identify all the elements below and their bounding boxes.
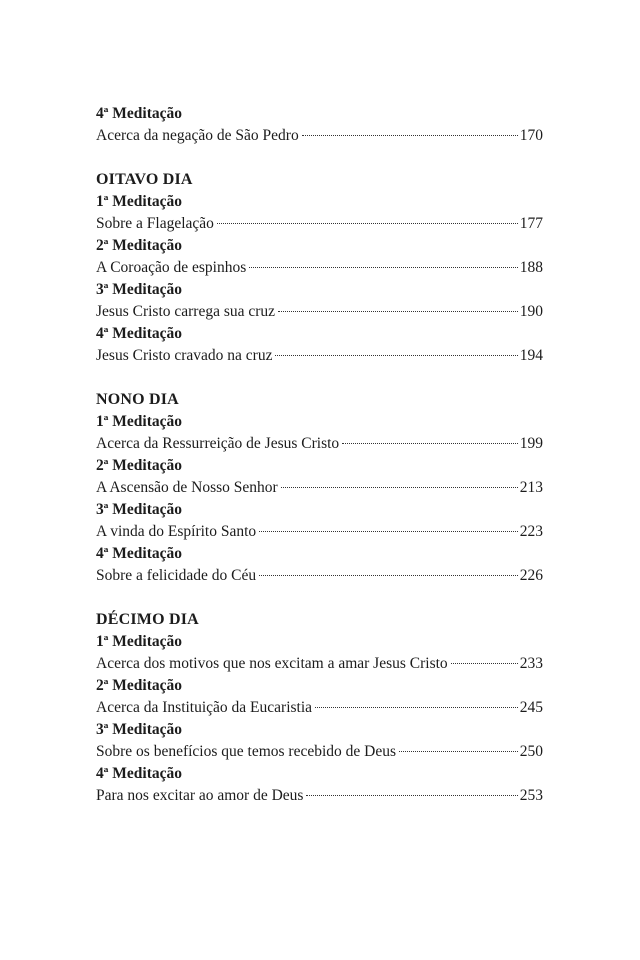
meditation-label: 2ª Meditação — [96, 237, 182, 254]
entry-title: A vinda do Espírito Santo — [96, 523, 257, 540]
meditation-label: 4ª Meditação — [96, 765, 182, 782]
dot-leader — [306, 795, 517, 796]
day-heading: OITAVO DIA — [96, 171, 193, 188]
meditation-label: 3ª Meditação — [96, 281, 182, 298]
dot-leader — [249, 267, 518, 268]
meditation-label: 2ª Meditação — [96, 677, 182, 694]
entry-title: Sobre a Flagelação — [96, 215, 214, 232]
toc-entry — [96, 741, 543, 763]
toc-entry — [96, 697, 543, 719]
toc-entry — [96, 301, 543, 323]
meditation-label: 3ª Meditação — [96, 501, 182, 518]
toc-entry — [96, 477, 543, 499]
meditation-label: 4ª Meditação — [96, 105, 182, 122]
toc-entry — [96, 125, 543, 147]
page-number: 177 — [519, 215, 543, 232]
toc-entry — [96, 433, 543, 455]
dot-leader — [259, 575, 518, 576]
dot-leader — [275, 355, 517, 356]
toc-entry — [96, 213, 543, 235]
entry-title: A Ascensão de Nosso Senhor — [96, 479, 278, 496]
toc-entry — [96, 521, 543, 543]
page-number: 199 — [519, 435, 543, 452]
table-of-contents — [96, 103, 543, 807]
dot-leader — [451, 663, 518, 664]
entry-title: Acerca da Instituição da Eucaristia — [96, 699, 313, 716]
entry-title: Jesus Cristo carrega sua cruz — [96, 303, 276, 320]
toc-section — [96, 169, 543, 367]
meditation-label: 1ª Meditação — [96, 193, 182, 210]
dot-leader — [399, 751, 518, 752]
page-number: 253 — [519, 787, 543, 804]
page-number: 245 — [519, 699, 543, 716]
meditation-label: 1ª Meditação — [96, 633, 182, 650]
toc-entry — [96, 257, 543, 279]
dot-leader — [259, 531, 518, 532]
dot-leader — [302, 135, 518, 136]
entry-title: Acerca da Ressurreição de Jesus Cristo — [96, 435, 340, 452]
meditation-label: 3ª Meditação — [96, 721, 182, 738]
entry-title: Sobre os benefícios que temos recebido de Deus — [96, 743, 397, 760]
page-number: 170 — [519, 127, 543, 144]
dot-leader — [278, 311, 518, 312]
page-number: 223 — [519, 523, 543, 540]
page-number: 226 — [519, 567, 543, 584]
meditation-label: 4ª Meditação — [96, 545, 182, 562]
dot-leader — [315, 707, 518, 708]
dot-leader — [217, 223, 518, 224]
entry-title: Jesus Cristo cravado na cruz — [96, 347, 273, 364]
dot-leader — [342, 443, 518, 444]
toc-entry — [96, 565, 543, 587]
toc-entry — [96, 653, 543, 675]
entry-title: Acerca da negação de São Pedro — [96, 127, 299, 144]
entry-title: Acerca dos motivos que nos excitam a amar Jesus Cristo — [96, 655, 448, 672]
meditation-label: 4ª Meditação — [96, 325, 182, 342]
page-number: 250 — [519, 743, 543, 760]
toc-entry — [96, 785, 543, 807]
page-number: 194 — [519, 347, 543, 364]
meditation-label: 2ª Meditação — [96, 457, 182, 474]
entry-title: A Coroação de espinhos — [96, 259, 247, 276]
day-heading: DÉCIMO DIA — [96, 611, 199, 628]
entry-title: Sobre a felicidade do Céu — [96, 567, 257, 584]
dot-leader — [281, 487, 518, 488]
page-number: 213 — [519, 479, 543, 496]
toc-entry — [96, 345, 543, 367]
toc-section — [96, 103, 543, 147]
page-number: 188 — [519, 259, 543, 276]
toc-section — [96, 609, 543, 807]
page-number: 233 — [519, 655, 543, 672]
day-heading: NONO DIA — [96, 391, 179, 408]
meditation-label: 1ª Meditação — [96, 413, 182, 430]
page-number: 190 — [519, 303, 543, 320]
entry-title: Para nos excitar ao amor de Deus — [96, 787, 304, 804]
toc-section — [96, 389, 543, 587]
